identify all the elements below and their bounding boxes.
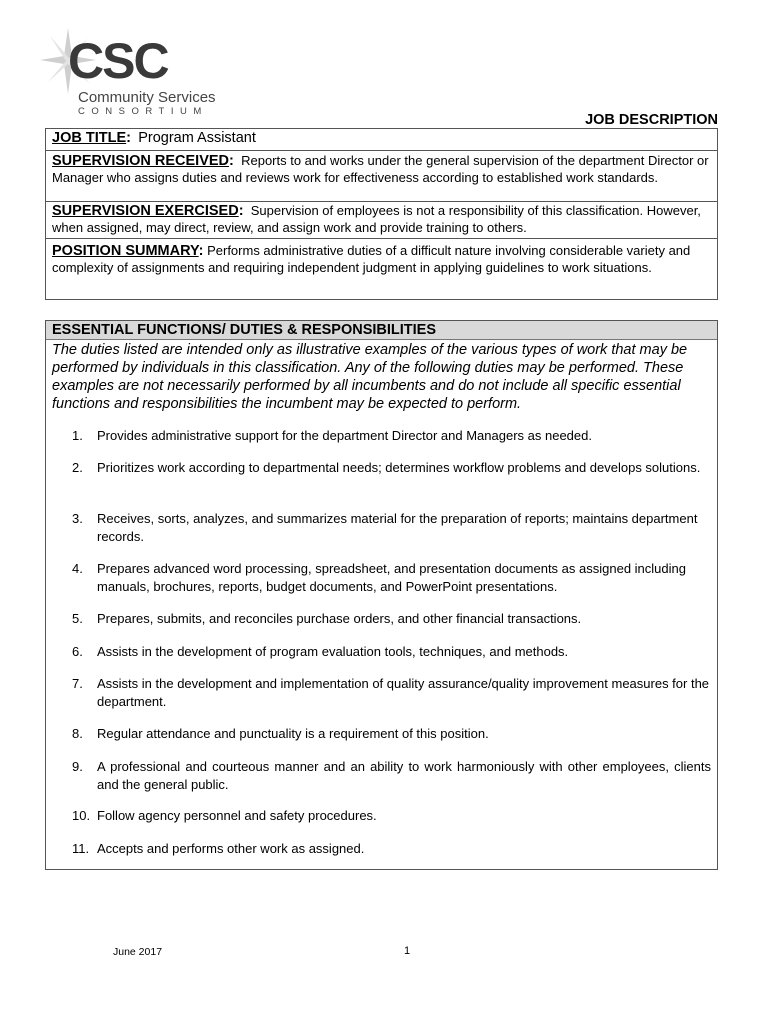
essential-functions-heading: ESSENTIAL FUNCTIONS/ DUTIES & RESPONSIBILITIES <box>46 321 717 340</box>
essential-functions-box <box>45 320 718 870</box>
job-title-value: Program Assistant <box>138 130 256 146</box>
duty-item: 6. Assists in the development of program evaluation tools, techniques, and methods. <box>72 644 569 659</box>
page-number: 1 <box>404 945 411 957</box>
job-title-label: JOB TITLE <box>52 130 127 146</box>
duty-item: 9. A professional and courteous manner and an ability to work harmoniously with other employees, clients and the general public. <box>72 759 711 792</box>
duty-item: 11. Accepts and performs other work as assigned. <box>72 841 365 856</box>
position-summary-row: POSITION SUMMARY: Performs administrative duties of a difficult nature involving considerable variety and complexity of assignments and requiring independent judgment in applying guidelines to work situations. <box>52 243 691 275</box>
job-title-row: JOB TITLE: Program Assistant <box>46 129 717 151</box>
duty-item: 5. Prepares, submits, and reconciles purchase orders, and other financial transactions. <box>72 611 582 626</box>
position-summary-text: Performs administrative duties of a difficult nature involving considerable variety and complexity of assignments and requiring independent judgment in applying guidelines to work situations. <box>52 243 691 275</box>
duty-item: 7. Assists in the development and implementation of quality assurance/quality improvement measures for the department. <box>72 676 710 709</box>
position-summary-label: POSITION SUMMARY <box>52 243 199 259</box>
supervision-received-row: SUPERVISION RECEIVED: Reports to and works under the general supervision of the department Director or Manager who assigns duties and reviews work for effectiveness according to established work standards. <box>46 151 717 202</box>
job-info-box <box>45 128 718 300</box>
supervision-exercised-text: Supervision of employees is not a responsibility of this classification. However, when assigned, may direct, review, and assign work and provide training to others. <box>52 203 701 235</box>
logo-initials: CSC <box>68 33 168 89</box>
duty-item: 4. Prepares advanced word processing, spreadsheet, and presentation documents as assigned including manuals, brochures, reports, budget documents, and PowerPoint presentations. <box>72 561 686 594</box>
supervision-exercised-row: SUPERVISION EXERCISED: Supervision of employees is not a responsibility of this classification. However, when assigned, may direct, review, and assign work and provide training to others. <box>46 202 717 239</box>
supervision-received-text: Reports to and works under the general supervision of the department Director or Manager who assigns duties and reviews work for effectiveness according to established work standards. <box>52 153 709 185</box>
duty-item: 10. Follow agency personnel and safety procedures. <box>72 808 377 823</box>
document-type: JOB DESCRIPTION <box>585 112 718 128</box>
essential-functions-intro: The duties listed are intended only as illustrative examples of the various types of work that may be performed by individuals in this classification. Any of the following duties may be performed. These examples are not necessarily performed by all incumbents and do not include all specific essential functions and responsibilities the incumbent may be expected to perform. <box>52 342 688 412</box>
logo-name: Community Services <box>78 89 216 106</box>
duty-item: 2. Prioritizes work according to departmental needs; determines workflow problems and develops solutions. <box>72 460 701 475</box>
duty-item: 1. Provides administrative support for the department Director and Managers as needed. <box>72 428 592 443</box>
footer-date: June 2017 <box>113 946 163 958</box>
duty-item: 3. Receives, sorts, analyzes, and summarizes material for the preparation of reports; maintains department records. <box>72 511 698 544</box>
duty-item: 8. Regular attendance and punctuality is a requirement of this position. <box>72 726 489 741</box>
supervision-received-label: SUPERVISION RECEIVED <box>52 153 230 169</box>
csc-logo <box>38 26 218 122</box>
logo-subtitle: CONSORTIUM <box>78 106 208 117</box>
supervision-exercised-label: SUPERVISION EXERCISED <box>52 203 239 219</box>
